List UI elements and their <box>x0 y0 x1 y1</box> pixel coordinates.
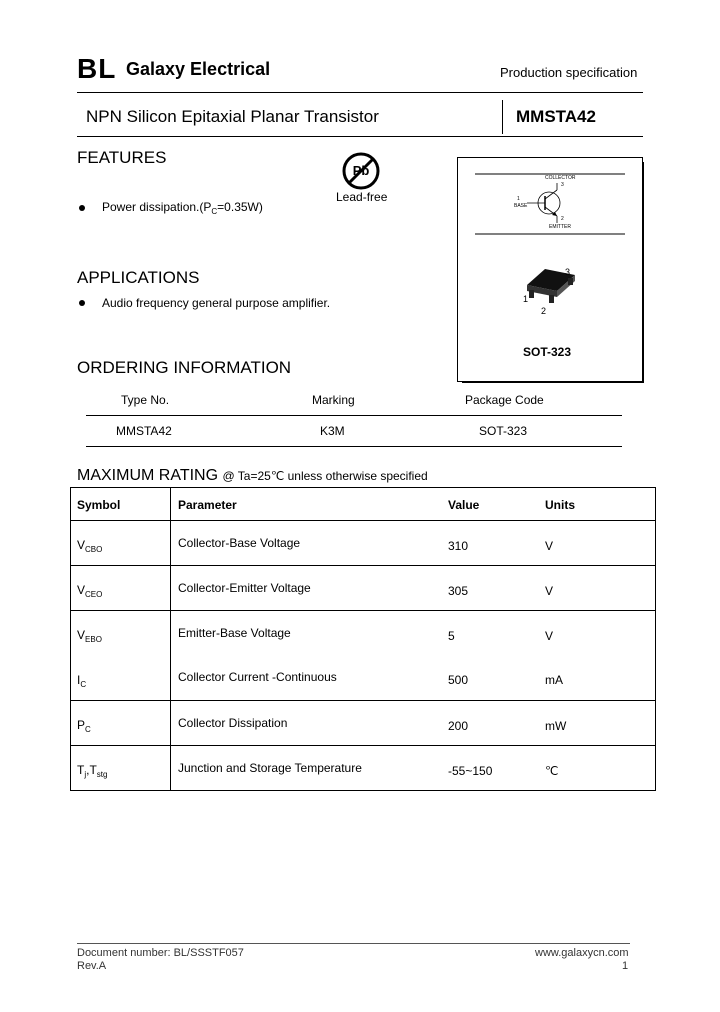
table-header-row <box>71 488 656 521</box>
row-unit: ℃ <box>545 746 656 791</box>
schematic-base-label: BASE <box>514 203 528 209</box>
table-row <box>71 656 656 701</box>
row-symbol: $V_{CBO}$ <box>71 521 171 566</box>
table-row <box>71 611 656 656</box>
package-box-shadow <box>462 381 644 383</box>
package-box-shadow <box>642 162 644 382</box>
col-units: Units <box>545 488 656 521</box>
row-symbol: $V_{EBO}$ <box>71 611 171 656</box>
row-parameter: Collector Dissipation <box>178 716 288 730</box>
lead-free-icon <box>341 151 381 191</box>
lead-free-label: Lead-free <box>336 190 388 204</box>
package-pin-3: 3 <box>565 267 571 277</box>
schematic-pin2: 2 <box>561 216 564 222</box>
col-symbol: Symbol <box>71 488 171 521</box>
title-rule <box>77 136 643 137</box>
schematic-pin3: 3 <box>561 182 564 188</box>
ordering-rule <box>86 446 622 447</box>
revision: Rev.A <box>77 960 107 972</box>
website-link[interactable]: www.galaxycn.com <box>535 947 629 959</box>
row-unit: V <box>545 566 656 611</box>
row-parameter: Collector Current -Continuous <box>178 669 337 684</box>
ordering-package-code: SOT-323 <box>479 424 528 438</box>
row-parameter: Collector-Emitter Voltage <box>178 581 311 595</box>
max-rating-table <box>70 487 656 791</box>
package-name: SOT-323 <box>523 345 572 359</box>
package-pin-1: 1 <box>523 294 529 304</box>
row-symbol: $T_j,T_{stg}$ <box>71 746 171 791</box>
lead-free-symbol-text: Pb <box>352 163 370 178</box>
row-value: 200 <box>448 719 469 733</box>
sot323-package-icon <box>523 267 575 316</box>
schematic-pin1: 1 <box>517 196 520 202</box>
schematic-collector-label: COLLECTOR <box>545 175 576 181</box>
max-rating-condition: @ Ta=25℃ unless otherwise specified <box>222 469 428 483</box>
row-symbol: $P_C$ <box>71 701 171 746</box>
doc-title: NPN Silicon Epitaxial Planar Transistor <box>86 107 379 126</box>
spec-type: Production specification <box>500 65 638 80</box>
feature-item: Power $dissipation.(P_C=0.35W)$ <box>102 200 263 216</box>
row-unit: mW <box>545 701 656 746</box>
transistor-schematic-icon <box>514 175 576 230</box>
col-value: Value <box>448 498 480 512</box>
max-rating-heading: MAXIMUM RATING <box>77 467 219 484</box>
doc-number: Document number: BL/SSSTF057 <box>77 947 244 959</box>
ordering-rule <box>86 415 622 416</box>
ordering-marking: K3M <box>320 424 345 438</box>
footer-rule <box>77 943 630 944</box>
row-parameter: Emitter-Base Voltage <box>178 626 291 640</box>
row-parameter: Collector-Base Voltage <box>178 536 301 550</box>
part-number: MMSTA42 <box>516 107 596 126</box>
table-row <box>71 701 656 746</box>
row-value: 5 <box>448 629 455 643</box>
row-symbol: $I_C$ <box>71 656 171 701</box>
title-divider <box>502 100 503 134</box>
applications-heading: APPLICATIONS <box>77 268 200 287</box>
max-rating-title <box>77 467 428 485</box>
row-symbol: $V_{CEO}$ <box>71 566 171 611</box>
ordering-heading: ORDERING INFORMATION <box>77 358 292 377</box>
schematic-emitter-label: EMITTER <box>549 224 571 230</box>
features-heading: FEATURES <box>77 148 167 167</box>
row-value: -55~150 <box>448 764 493 778</box>
table-row <box>71 521 656 566</box>
application-item: Audio frequency general purpose amplifier. <box>102 296 331 310</box>
bullet-icon <box>79 300 85 306</box>
page-number: 1 <box>622 960 629 972</box>
package-pin-2: 2 <box>541 306 547 316</box>
header-rule <box>77 92 643 93</box>
brand-name: Galaxy Electrical <box>126 59 271 79</box>
row-parameter: Junction and Storage Temperature <box>178 761 362 775</box>
col-parameter: Parameter <box>178 498 237 512</box>
bullet-icon <box>79 205 85 211</box>
row-unit: V <box>545 611 656 656</box>
row-value: 305 <box>448 584 469 598</box>
ordering-type-no: MMSTA42 <box>116 424 172 438</box>
ordering-col-type: Type No. <box>121 393 170 407</box>
row-value: 500 <box>448 672 469 687</box>
table-row <box>71 566 656 611</box>
row-unit: mA <box>545 656 656 701</box>
table-row <box>71 746 656 791</box>
ordering-col-package: Package Code <box>465 393 544 407</box>
ordering-col-marking: Marking <box>312 393 355 407</box>
brand-logo-text: BL <box>77 53 117 84</box>
row-unit: V <box>545 521 656 566</box>
row-value: 310 <box>448 539 469 553</box>
